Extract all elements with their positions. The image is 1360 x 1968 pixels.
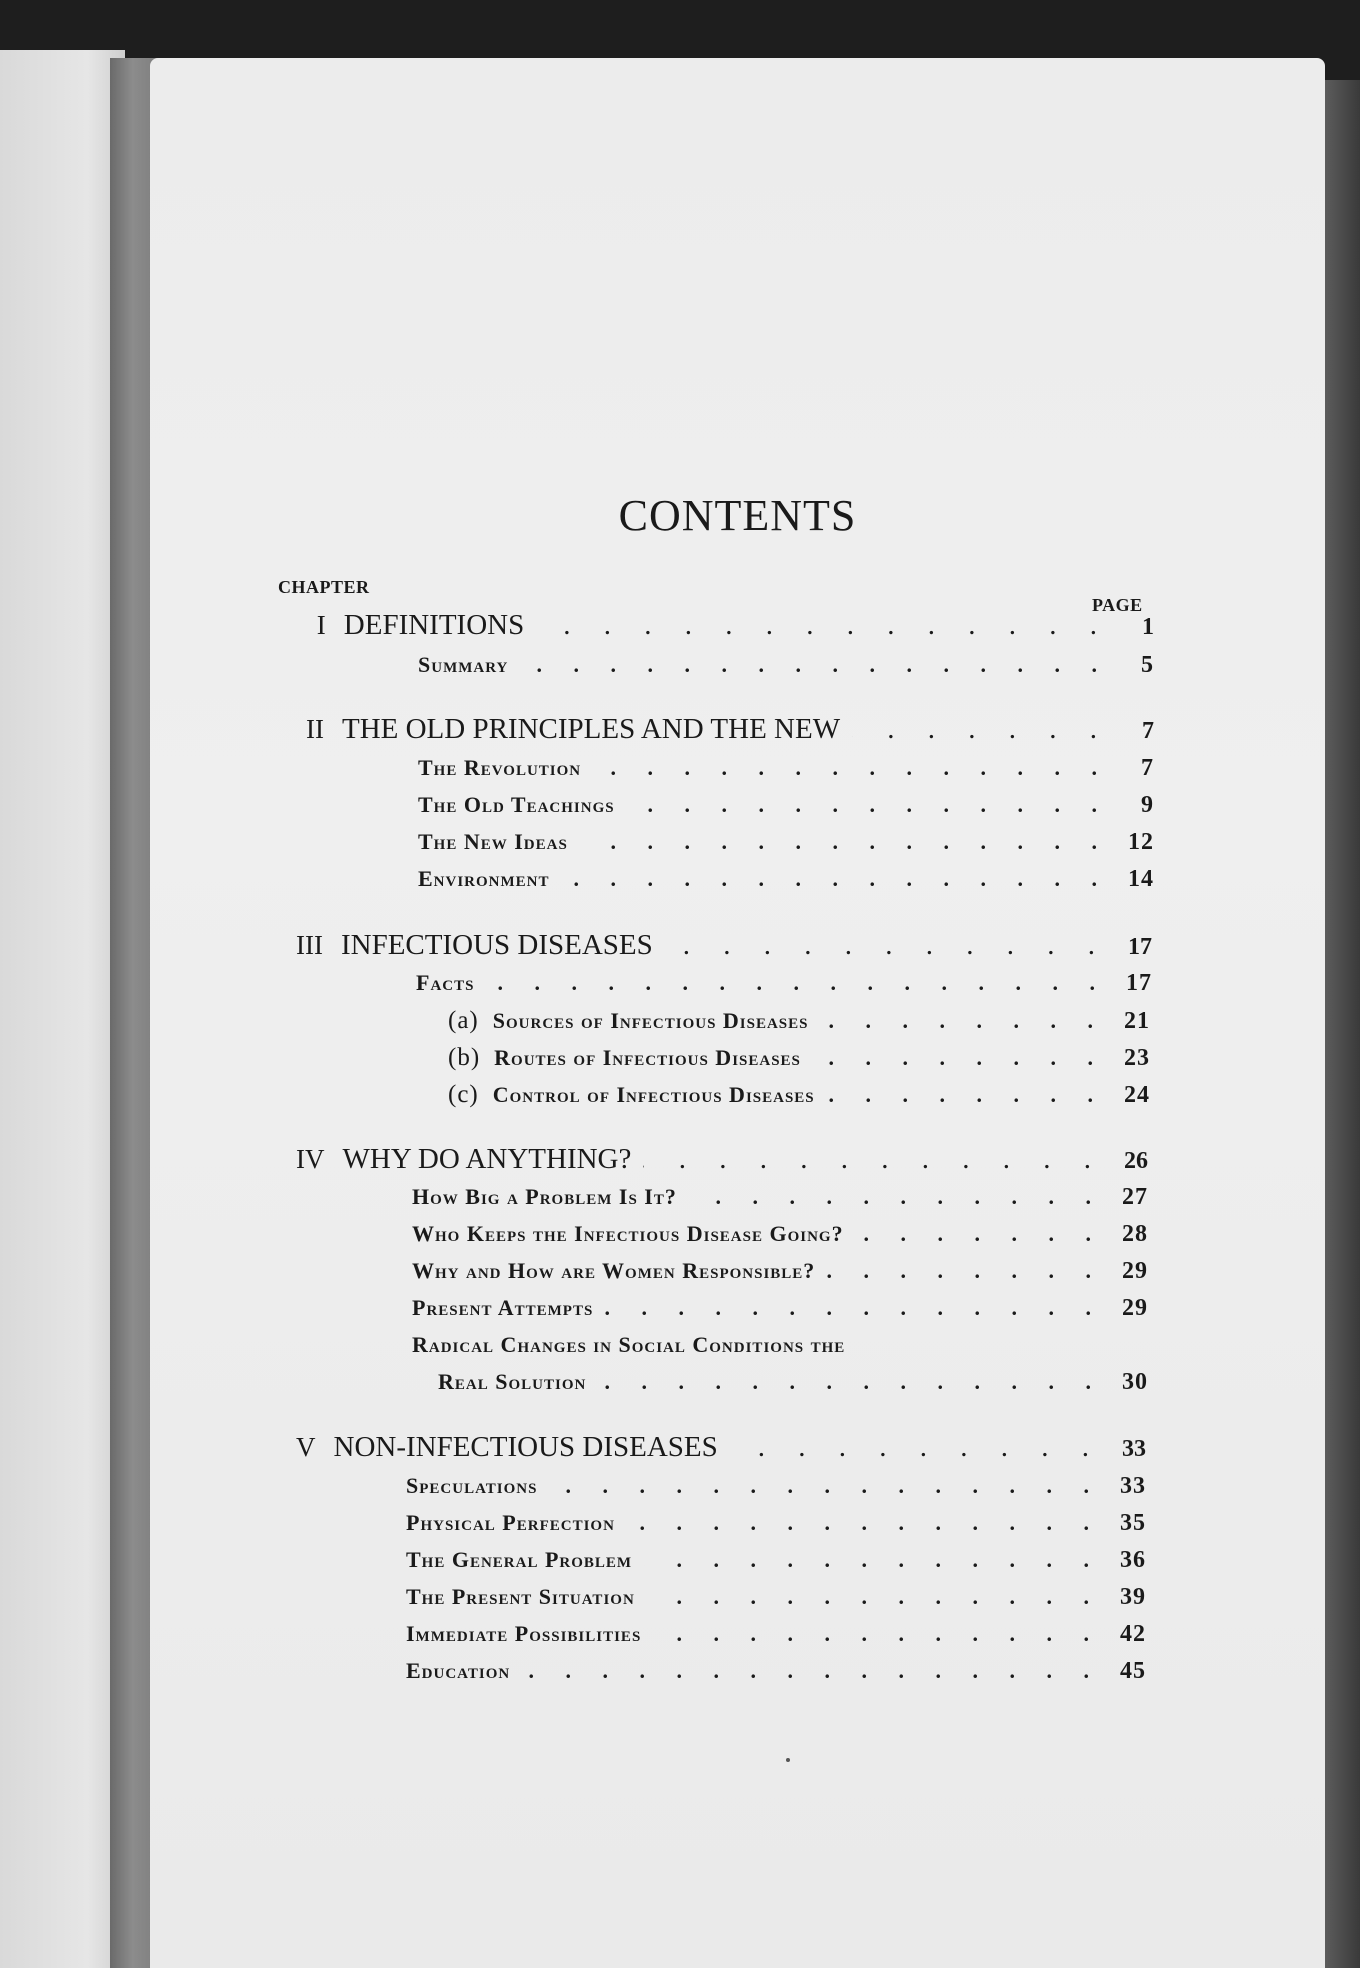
- toc-section: [406, 1621, 1146, 1648]
- dot-leader: [813, 1045, 1106, 1071]
- toc-section: [418, 755, 1154, 782]
- page-number: 14: [1128, 866, 1154, 892]
- dot-leader: [689, 1184, 1104, 1210]
- page-column-label: PAGE: [1092, 595, 1143, 615]
- toc-section: [412, 1258, 1148, 1285]
- page-number: 17: [1126, 970, 1152, 996]
- toc-subsection: [448, 1007, 1150, 1035]
- section-title: Speculations: [406, 1473, 538, 1498]
- page-number: 23: [1124, 1045, 1150, 1071]
- dot-leader: [593, 755, 1110, 781]
- chapter-column-label: CHAPTER: [278, 577, 370, 597]
- dot-leader: [647, 1584, 1102, 1610]
- toc-section: [412, 1295, 1148, 1322]
- section-title: Who Keeps the Infectious Disease Going?: [412, 1221, 844, 1246]
- toc-section: [416, 970, 1152, 997]
- dot-leader: [856, 1221, 1104, 1247]
- toc-chapter-1: [310, 609, 1154, 642]
- page-speck: [786, 1758, 790, 1762]
- section-title: Why and How are Women Responsible?: [412, 1258, 816, 1283]
- section-title: Routes of Infectious Diseases: [494, 1045, 801, 1070]
- toc-section: [406, 1547, 1146, 1574]
- dot-leader: [643, 1143, 1104, 1176]
- dot-leader: [827, 1082, 1106, 1108]
- page-number: 27: [1122, 1184, 1148, 1210]
- section-title: The General Problem: [406, 1547, 633, 1572]
- dot-leader: [549, 1473, 1102, 1499]
- page-number: 42: [1120, 1621, 1146, 1647]
- subsection-label: (c): [448, 1081, 479, 1108]
- dot-leader: [520, 652, 1110, 678]
- section-title-line2: Real Solution: [438, 1369, 587, 1394]
- chapter-number: I: [316, 610, 326, 640]
- chapter-title: THE OLD PRINCIPLES AND THE NEW: [341, 713, 841, 745]
- page-number: 30: [1122, 1369, 1148, 1395]
- dot-leader: [627, 1510, 1102, 1536]
- toc-subsection: [448, 1081, 1150, 1109]
- toc-section: [406, 1658, 1146, 1685]
- chapter-title: INFECTIOUS DISEASES: [340, 929, 653, 961]
- toc-section: [418, 652, 1154, 679]
- dot-leader: [486, 970, 1108, 996]
- section-title-line1: Radical Changes in Social Conditions the: [412, 1332, 846, 1357]
- chapter-number: IV: [296, 1144, 325, 1174]
- toc-section: [406, 1584, 1146, 1611]
- page-number: 35: [1120, 1510, 1146, 1536]
- toc-chapter-5: [296, 1431, 1146, 1464]
- chapter-number: III: [296, 930, 323, 960]
- page-title: CONTENTS: [618, 491, 857, 540]
- page-number: 7: [1141, 755, 1154, 781]
- page-number: 24: [1124, 1082, 1150, 1108]
- page-number: 7: [1142, 718, 1154, 744]
- page-number: 29: [1122, 1258, 1148, 1284]
- page-number: 36: [1120, 1547, 1146, 1573]
- section-title: Physical Perfection: [406, 1510, 615, 1535]
- section-title: The Old Teachings: [418, 792, 615, 817]
- section-title: Facts: [416, 970, 475, 995]
- page-number: 39: [1120, 1584, 1146, 1610]
- page-number: 5: [1141, 652, 1154, 678]
- page-number: 21: [1124, 1008, 1150, 1034]
- toc-chapter-4: [296, 1143, 1148, 1176]
- section-title: Summary: [418, 652, 509, 677]
- chapter-number: II: [306, 714, 324, 744]
- subsection-label: (b): [448, 1044, 481, 1071]
- dot-leader: [598, 1369, 1104, 1395]
- chapter-title: WHY DO ANYTHING?: [342, 1143, 632, 1175]
- page-number: 9: [1141, 792, 1154, 818]
- section-title: The Revolution: [418, 755, 582, 780]
- toc-section: [412, 1184, 1148, 1211]
- dot-leader: [730, 1431, 1102, 1464]
- toc-section: [418, 829, 1154, 856]
- dot-leader: [665, 929, 1108, 962]
- page-number: 28: [1122, 1221, 1148, 1247]
- right-cover-edge: [1325, 80, 1360, 1968]
- dot-leader: [522, 1658, 1102, 1684]
- dot-leader: [536, 609, 1110, 642]
- page-number: 33: [1122, 1436, 1146, 1462]
- dot-leader: [644, 1547, 1102, 1573]
- dot-leader: [852, 713, 1110, 746]
- dot-leader: [627, 792, 1110, 818]
- section-title: Education: [406, 1658, 511, 1683]
- page-number: 29: [1122, 1295, 1148, 1321]
- page-number: 33: [1120, 1473, 1146, 1499]
- dot-leader: [605, 1295, 1104, 1321]
- toc-chapter-2: [306, 713, 1154, 746]
- chapter-title: DEFINITIONS: [343, 609, 525, 641]
- toc-chapter-3: [296, 929, 1152, 962]
- toc-section: [418, 866, 1154, 893]
- dot-leader: [821, 1008, 1106, 1034]
- page-number: 1: [1142, 614, 1154, 640]
- toc-section: [406, 1510, 1146, 1537]
- section-title: The New Ideas: [418, 829, 568, 854]
- subsection-label: (a): [448, 1007, 479, 1034]
- dot-leader: [580, 829, 1110, 855]
- left-page-edge: [0, 50, 125, 1968]
- page-number: 45: [1120, 1658, 1146, 1684]
- toc-section: [412, 1221, 1148, 1248]
- section-title: Present Attempts: [412, 1295, 594, 1320]
- section-title: How Big a Problem Is It?: [412, 1184, 677, 1209]
- toc-section: [438, 1369, 1148, 1396]
- section-title: Immediate Possibilities: [406, 1621, 642, 1646]
- toc-subsection: [448, 1044, 1150, 1072]
- page-number: 26: [1124, 1148, 1148, 1174]
- toc-section: [418, 792, 1154, 819]
- toc-section: [406, 1473, 1146, 1500]
- section-title: Control of Infectious Diseases: [492, 1082, 815, 1107]
- page-number: 12: [1128, 829, 1154, 855]
- page-number: 17: [1128, 934, 1152, 960]
- chapter-number: V: [296, 1432, 316, 1462]
- section-title: Sources of Infectious Diseases: [492, 1008, 809, 1033]
- dot-leader: [827, 1258, 1104, 1284]
- section-title: The Present Situation: [406, 1584, 635, 1609]
- section-title: Environment: [418, 866, 550, 891]
- chapter-title: NON-INFECTIOUS DISEASES: [333, 1431, 718, 1463]
- dot-leader: [562, 866, 1110, 892]
- dot-leader: [653, 1621, 1102, 1647]
